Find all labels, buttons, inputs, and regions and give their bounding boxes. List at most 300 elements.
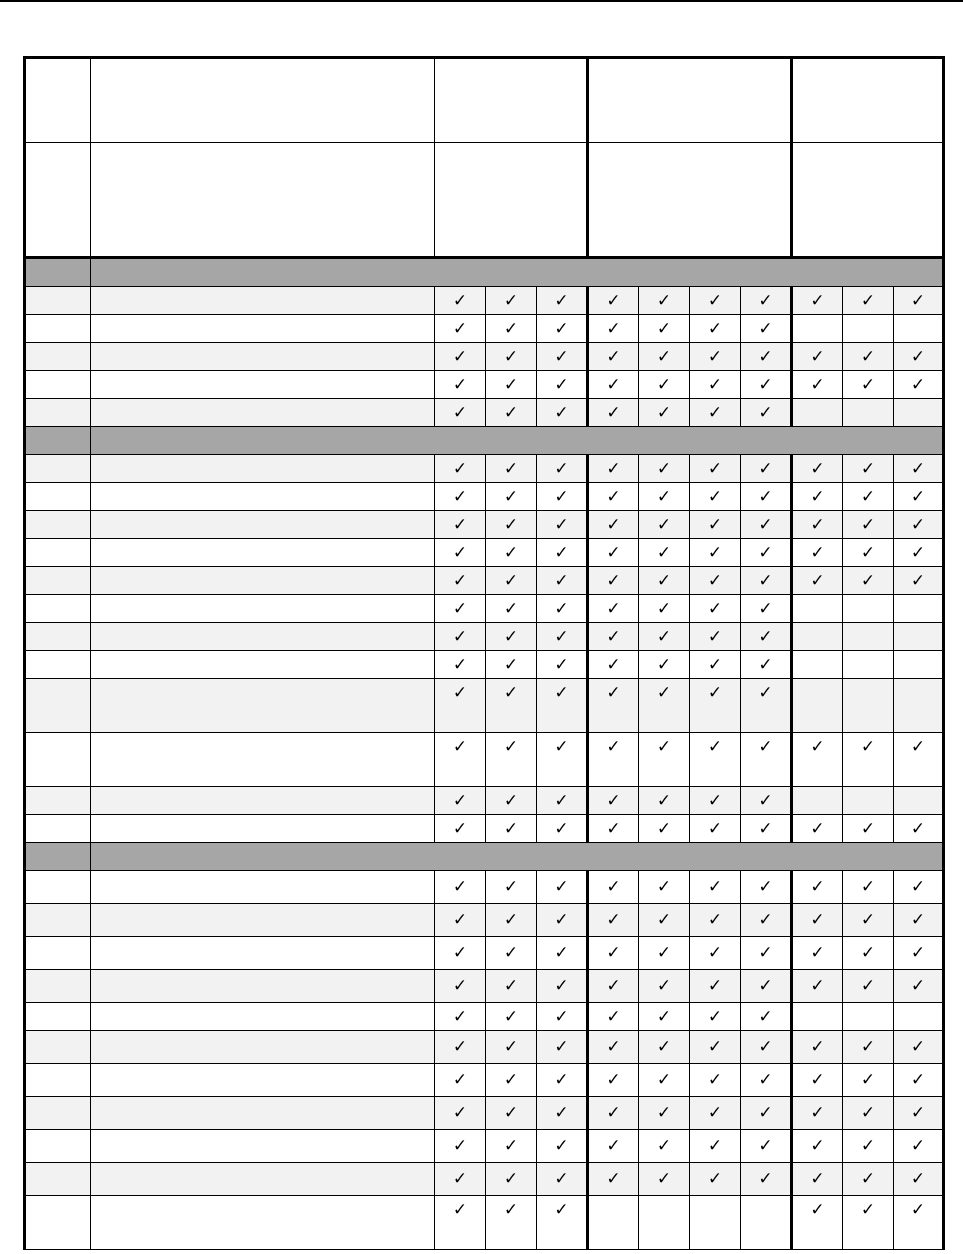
empty-cell [894, 1003, 944, 1031]
check-mark-icon: ✓ [537, 815, 588, 843]
check-mark-icon: ✓ [486, 483, 537, 511]
section-id-cell [25, 258, 91, 287]
check-mark-icon: ✓ [894, 904, 944, 937]
check-mark-icon: ✓ [588, 651, 639, 679]
check-mark-icon: ✓ [843, 455, 894, 483]
empty-cell [894, 787, 944, 815]
empty-cell [843, 595, 894, 623]
check-mark-icon: ✓ [537, 343, 588, 371]
check-mark-icon: ✓ [690, 455, 741, 483]
check-mark-icon: ✓ [690, 1097, 741, 1130]
check-mark-icon: ✓ [537, 455, 588, 483]
check-mark-icon: ✓ [639, 455, 690, 483]
check-mark-icon: ✓ [486, 970, 537, 1003]
empty-cell [843, 1003, 894, 1031]
empty-cell [639, 1196, 690, 1250]
check-mark-icon: ✓ [894, 1130, 944, 1163]
table-row [25, 371, 944, 399]
empty-cell [792, 679, 843, 733]
row-description-cell [91, 787, 435, 815]
row-id-cell [25, 733, 91, 787]
check-mark-icon: ✓ [690, 343, 741, 371]
row-description-cell [91, 567, 435, 595]
row-id-cell [25, 1130, 91, 1163]
check-mark-icon: ✓ [486, 371, 537, 399]
row-id-cell [25, 1064, 91, 1097]
row-id-cell [25, 904, 91, 937]
subheader-cell-group-1 [435, 143, 588, 258]
row-description-cell [91, 815, 435, 843]
check-mark-icon: ✓ [537, 1163, 588, 1196]
check-mark-icon: ✓ [792, 871, 843, 904]
table-row [25, 815, 944, 843]
row-description-cell [91, 483, 435, 511]
check-mark-icon: ✓ [588, 455, 639, 483]
check-mark-icon: ✓ [843, 871, 894, 904]
row-description-cell [91, 1064, 435, 1097]
header-cell-group-3 [792, 58, 944, 143]
check-mark-icon: ✓ [792, 371, 843, 399]
empty-cell [792, 651, 843, 679]
table-row [25, 1163, 944, 1196]
row-id-cell [25, 1097, 91, 1130]
check-mark-icon: ✓ [639, 733, 690, 787]
check-mark-icon: ✓ [843, 1196, 894, 1250]
check-mark-icon: ✓ [690, 679, 741, 733]
table-row [25, 871, 944, 904]
row-id-cell [25, 371, 91, 399]
check-mark-icon: ✓ [588, 595, 639, 623]
check-mark-icon: ✓ [435, 1163, 486, 1196]
row-description-cell [91, 287, 435, 315]
check-mark-icon: ✓ [843, 733, 894, 787]
check-mark-icon: ✓ [486, 1031, 537, 1064]
check-mark-icon: ✓ [894, 483, 944, 511]
check-mark-icon: ✓ [588, 733, 639, 787]
check-mark-icon: ✓ [435, 287, 486, 315]
row-description-cell [91, 1003, 435, 1031]
check-mark-icon: ✓ [894, 1064, 944, 1097]
check-mark-icon: ✓ [435, 567, 486, 595]
row-id-cell [25, 623, 91, 651]
row-id-cell [25, 343, 91, 371]
empty-cell [843, 399, 894, 427]
feature-matrix-table [23, 56, 945, 1250]
check-mark-icon: ✓ [537, 651, 588, 679]
row-id-cell [25, 679, 91, 733]
table-row [25, 511, 944, 539]
check-mark-icon: ✓ [486, 815, 537, 843]
check-mark-icon: ✓ [843, 539, 894, 567]
check-mark-icon: ✓ [588, 343, 639, 371]
section-header-row [25, 427, 944, 455]
check-mark-icon: ✓ [435, 371, 486, 399]
check-mark-icon: ✓ [486, 904, 537, 937]
check-mark-icon: ✓ [690, 733, 741, 787]
check-mark-icon: ✓ [486, 871, 537, 904]
check-mark-icon: ✓ [741, 371, 792, 399]
check-mark-icon: ✓ [435, 651, 486, 679]
check-mark-icon: ✓ [894, 733, 944, 787]
check-mark-icon: ✓ [639, 287, 690, 315]
check-mark-icon: ✓ [639, 567, 690, 595]
page-top-rule [0, 0, 963, 2]
check-mark-icon: ✓ [792, 1031, 843, 1064]
table-row [25, 539, 944, 567]
check-mark-icon: ✓ [741, 871, 792, 904]
check-mark-icon: ✓ [792, 567, 843, 595]
check-mark-icon: ✓ [588, 567, 639, 595]
table-row [25, 595, 944, 623]
table-row [25, 904, 944, 937]
check-mark-icon: ✓ [741, 733, 792, 787]
check-mark-icon: ✓ [690, 651, 741, 679]
check-mark-icon: ✓ [894, 567, 944, 595]
section-title-cell [91, 258, 944, 287]
empty-cell [894, 679, 944, 733]
subheader-cell-id [25, 143, 91, 258]
check-mark-icon: ✓ [792, 815, 843, 843]
check-mark-icon: ✓ [792, 455, 843, 483]
check-mark-icon: ✓ [690, 399, 741, 427]
check-mark-icon: ✓ [792, 1163, 843, 1196]
check-mark-icon: ✓ [588, 1031, 639, 1064]
check-mark-icon: ✓ [792, 1196, 843, 1250]
empty-cell [792, 787, 843, 815]
table-row [25, 1196, 944, 1250]
check-mark-icon: ✓ [486, 343, 537, 371]
check-mark-icon: ✓ [843, 1064, 894, 1097]
check-mark-icon: ✓ [588, 539, 639, 567]
row-id-cell [25, 399, 91, 427]
check-mark-icon: ✓ [639, 1163, 690, 1196]
check-mark-icon: ✓ [690, 287, 741, 315]
check-mark-icon: ✓ [486, 787, 537, 815]
row-id-cell [25, 1196, 91, 1250]
check-mark-icon: ✓ [537, 483, 588, 511]
check-mark-icon: ✓ [537, 904, 588, 937]
check-mark-icon: ✓ [843, 904, 894, 937]
check-mark-icon: ✓ [741, 1130, 792, 1163]
row-id-cell [25, 871, 91, 904]
section-header-row [25, 843, 944, 871]
check-mark-icon: ✓ [537, 787, 588, 815]
check-mark-icon: ✓ [741, 904, 792, 937]
check-mark-icon: ✓ [435, 815, 486, 843]
check-mark-icon: ✓ [741, 623, 792, 651]
subheader-cell-group-3 [792, 143, 944, 258]
check-mark-icon: ✓ [537, 1064, 588, 1097]
table-row [25, 651, 944, 679]
check-mark-icon: ✓ [537, 511, 588, 539]
row-description-cell [91, 733, 435, 787]
check-mark-icon: ✓ [690, 904, 741, 937]
row-id-cell [25, 787, 91, 815]
row-description-cell [91, 595, 435, 623]
table-row [25, 343, 944, 371]
check-mark-icon: ✓ [537, 539, 588, 567]
check-mark-icon: ✓ [486, 1130, 537, 1163]
row-description-cell [91, 1031, 435, 1064]
check-mark-icon: ✓ [435, 787, 486, 815]
check-mark-icon: ✓ [435, 1031, 486, 1064]
header-cell-group-1 [435, 58, 588, 143]
empty-cell [894, 595, 944, 623]
check-mark-icon: ✓ [792, 904, 843, 937]
empty-cell [843, 787, 894, 815]
check-mark-icon: ✓ [435, 1097, 486, 1130]
section-header-row [25, 258, 944, 287]
check-mark-icon: ✓ [435, 679, 486, 733]
table-row [25, 1064, 944, 1097]
row-id-cell [25, 287, 91, 315]
check-mark-icon: ✓ [894, 937, 944, 970]
empty-cell [690, 1196, 741, 1250]
check-mark-icon: ✓ [435, 343, 486, 371]
check-mark-icon: ✓ [537, 733, 588, 787]
row-description-cell [91, 1163, 435, 1196]
check-mark-icon: ✓ [690, 1064, 741, 1097]
check-mark-icon: ✓ [741, 937, 792, 970]
check-mark-icon: ✓ [690, 623, 741, 651]
check-mark-icon: ✓ [741, 1097, 792, 1130]
row-description-cell [91, 871, 435, 904]
check-mark-icon: ✓ [843, 815, 894, 843]
check-mark-icon: ✓ [792, 1130, 843, 1163]
check-mark-icon: ✓ [588, 871, 639, 904]
row-description-cell [91, 1097, 435, 1130]
check-mark-icon: ✓ [435, 455, 486, 483]
table-row [25, 1130, 944, 1163]
check-mark-icon: ✓ [690, 511, 741, 539]
check-mark-icon: ✓ [588, 1064, 639, 1097]
check-mark-icon: ✓ [435, 871, 486, 904]
check-mark-icon: ✓ [741, 483, 792, 511]
check-mark-icon: ✓ [588, 483, 639, 511]
check-mark-icon: ✓ [639, 511, 690, 539]
check-mark-icon: ✓ [639, 651, 690, 679]
table-row [25, 455, 944, 483]
empty-cell [843, 315, 894, 343]
check-mark-icon: ✓ [537, 623, 588, 651]
check-mark-icon: ✓ [690, 1130, 741, 1163]
header-cell-group-2 [588, 58, 792, 143]
row-id-cell [25, 1163, 91, 1196]
check-mark-icon: ✓ [435, 970, 486, 1003]
check-mark-icon: ✓ [639, 1097, 690, 1130]
check-mark-icon: ✓ [894, 1196, 944, 1250]
row-description-cell [91, 623, 435, 651]
check-mark-icon: ✓ [537, 1097, 588, 1130]
row-description-cell [91, 651, 435, 679]
check-mark-icon: ✓ [537, 1031, 588, 1064]
row-description-cell [91, 399, 435, 427]
check-mark-icon: ✓ [741, 1003, 792, 1031]
check-mark-icon: ✓ [741, 399, 792, 427]
row-id-cell [25, 815, 91, 843]
header-cell-feature [91, 58, 435, 143]
check-mark-icon: ✓ [741, 970, 792, 1003]
empty-cell [894, 315, 944, 343]
check-mark-icon: ✓ [435, 623, 486, 651]
check-mark-icon: ✓ [690, 787, 741, 815]
check-mark-icon: ✓ [690, 937, 741, 970]
check-mark-icon: ✓ [537, 315, 588, 343]
row-description-cell [91, 455, 435, 483]
check-mark-icon: ✓ [639, 315, 690, 343]
check-mark-icon: ✓ [486, 399, 537, 427]
check-mark-icon: ✓ [486, 1064, 537, 1097]
check-mark-icon: ✓ [690, 871, 741, 904]
empty-cell [741, 1196, 792, 1250]
check-mark-icon: ✓ [690, 371, 741, 399]
check-mark-icon: ✓ [435, 539, 486, 567]
check-mark-icon: ✓ [486, 1097, 537, 1130]
check-mark-icon: ✓ [639, 679, 690, 733]
row-description-cell [91, 937, 435, 970]
check-mark-icon: ✓ [435, 511, 486, 539]
check-mark-icon: ✓ [843, 1163, 894, 1196]
check-mark-icon: ✓ [537, 871, 588, 904]
table-body [25, 58, 944, 1250]
row-id-cell [25, 567, 91, 595]
check-mark-icon: ✓ [537, 1003, 588, 1031]
table-row [25, 623, 944, 651]
check-mark-icon: ✓ [894, 455, 944, 483]
row-description-cell [91, 539, 435, 567]
check-mark-icon: ✓ [894, 287, 944, 315]
check-mark-icon: ✓ [894, 1031, 944, 1064]
empty-cell [843, 623, 894, 651]
section-id-cell [25, 843, 91, 871]
check-mark-icon: ✓ [843, 287, 894, 315]
table-row [25, 287, 944, 315]
check-mark-icon: ✓ [588, 399, 639, 427]
check-mark-icon: ✓ [894, 871, 944, 904]
check-mark-icon: ✓ [486, 1163, 537, 1196]
check-mark-icon: ✓ [741, 1031, 792, 1064]
check-mark-icon: ✓ [639, 1130, 690, 1163]
check-mark-icon: ✓ [537, 287, 588, 315]
check-mark-icon: ✓ [741, 1163, 792, 1196]
check-mark-icon: ✓ [639, 595, 690, 623]
table-row [25, 733, 944, 787]
check-mark-icon: ✓ [894, 539, 944, 567]
check-mark-icon: ✓ [588, 1003, 639, 1031]
check-mark-icon: ✓ [792, 733, 843, 787]
check-mark-icon: ✓ [486, 287, 537, 315]
check-mark-icon: ✓ [486, 1003, 537, 1031]
check-mark-icon: ✓ [741, 343, 792, 371]
check-mark-icon: ✓ [588, 371, 639, 399]
check-mark-icon: ✓ [894, 343, 944, 371]
check-mark-icon: ✓ [486, 567, 537, 595]
check-mark-icon: ✓ [486, 1196, 537, 1250]
row-id-cell [25, 1031, 91, 1064]
row-description-cell [91, 371, 435, 399]
check-mark-icon: ✓ [537, 679, 588, 733]
check-mark-icon: ✓ [690, 315, 741, 343]
check-mark-icon: ✓ [588, 315, 639, 343]
header-row-bottom [25, 143, 944, 258]
check-mark-icon: ✓ [435, 1196, 486, 1250]
check-mark-icon: ✓ [843, 511, 894, 539]
check-mark-icon: ✓ [741, 595, 792, 623]
check-mark-icon: ✓ [537, 1130, 588, 1163]
check-mark-icon: ✓ [639, 1064, 690, 1097]
check-mark-icon: ✓ [690, 567, 741, 595]
row-id-cell [25, 970, 91, 1003]
check-mark-icon: ✓ [588, 287, 639, 315]
empty-cell [792, 399, 843, 427]
check-mark-icon: ✓ [690, 539, 741, 567]
check-mark-icon: ✓ [537, 937, 588, 970]
check-mark-icon: ✓ [690, 595, 741, 623]
section-title-cell [91, 427, 944, 455]
check-mark-icon: ✓ [741, 651, 792, 679]
check-mark-icon: ✓ [792, 1064, 843, 1097]
check-mark-icon: ✓ [486, 511, 537, 539]
check-mark-icon: ✓ [588, 970, 639, 1003]
check-mark-icon: ✓ [435, 937, 486, 970]
check-mark-icon: ✓ [741, 455, 792, 483]
check-mark-icon: ✓ [894, 815, 944, 843]
check-mark-icon: ✓ [792, 1097, 843, 1130]
empty-cell [894, 623, 944, 651]
table-row [25, 1097, 944, 1130]
check-mark-icon: ✓ [639, 937, 690, 970]
check-mark-icon: ✓ [486, 623, 537, 651]
check-mark-icon: ✓ [843, 1097, 894, 1130]
row-description-cell [91, 679, 435, 733]
empty-cell [843, 651, 894, 679]
table-row [25, 970, 944, 1003]
check-mark-icon: ✓ [843, 937, 894, 970]
check-mark-icon: ✓ [639, 815, 690, 843]
subheader-cell-group-2 [588, 143, 792, 258]
check-mark-icon: ✓ [639, 399, 690, 427]
row-id-cell [25, 595, 91, 623]
table-row [25, 1003, 944, 1031]
check-mark-icon: ✓ [690, 1003, 741, 1031]
table-row [25, 567, 944, 595]
check-mark-icon: ✓ [894, 970, 944, 1003]
check-mark-icon: ✓ [639, 904, 690, 937]
check-mark-icon: ✓ [792, 483, 843, 511]
check-mark-icon: ✓ [588, 1163, 639, 1196]
check-mark-icon: ✓ [435, 733, 486, 787]
row-description-cell [91, 1130, 435, 1163]
check-mark-icon: ✓ [537, 595, 588, 623]
check-mark-icon: ✓ [741, 511, 792, 539]
check-mark-icon: ✓ [690, 1163, 741, 1196]
check-mark-icon: ✓ [741, 679, 792, 733]
check-mark-icon: ✓ [843, 483, 894, 511]
table-row [25, 787, 944, 815]
check-mark-icon: ✓ [843, 1130, 894, 1163]
empty-cell [792, 595, 843, 623]
check-mark-icon: ✓ [639, 483, 690, 511]
check-mark-icon: ✓ [894, 1097, 944, 1130]
check-mark-icon: ✓ [741, 287, 792, 315]
check-mark-icon: ✓ [843, 371, 894, 399]
check-mark-icon: ✓ [588, 787, 639, 815]
check-mark-icon: ✓ [537, 567, 588, 595]
check-mark-icon: ✓ [588, 679, 639, 733]
check-mark-icon: ✓ [741, 567, 792, 595]
check-mark-icon: ✓ [588, 937, 639, 970]
check-mark-icon: ✓ [537, 1196, 588, 1250]
